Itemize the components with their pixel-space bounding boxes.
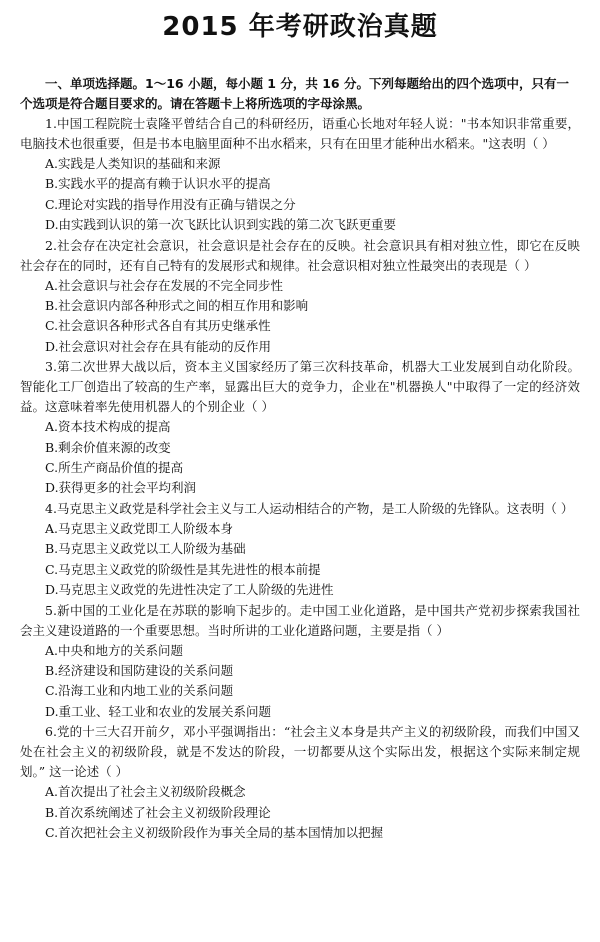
- option-a: A.马克思主义政党即工人阶级本身: [45, 520, 234, 536]
- question-stem: 1.中国工程院院士袁隆平曾结合自己的科研经历，语重心长地对年轻人说："书本知识非常重要，电脑技术也很重要，但是书本电脑里面种不出水稻来，只有在田里才能种出水稻来。"这表明（ ）: [20, 116, 580, 151]
- option-d: D.由实践到认识的第一次飞跃比认识到实践的第二次飞跃更重要: [45, 217, 397, 233]
- question-stem: 6.党的十三大召开前夕，邓小平强调指出：“社会主义本身是共产主义的初级阶段，而我们中国又处在社会主义的初级阶段，就是不发达的阶段，一切都要从这个实际出发，根据这个实际来制定规划。” 这一论述（ ）: [20, 724, 580, 780]
- page-title: 2015 年考研政治真题: [162, 12, 438, 42]
- option-a: A.中央和地方的关系问题: [45, 642, 184, 658]
- option-b: B.马克思主义政党以工人阶级为基础: [45, 541, 246, 557]
- question-6: [20, 722, 580, 843]
- option-a: A.首次提出了社会主义初级阶段概念: [45, 784, 246, 800]
- question-stem: 3.第二次世界大战以后，资本主义国家经历了第三次科技革命，机器大工业发展到自动化阶段。智能化工厂创造出了较高的生产率，显露出巨大的竞争力，企业在"机器换人"中取得了一定的经济效益。这意味着率先使用机器人的个别企业（ ）: [20, 359, 580, 415]
- option-c: C.所生产商品价值的提高: [45, 460, 184, 476]
- option-c: C.马克思主义政党的阶级性是其先进性的根本前提: [45, 561, 321, 577]
- question-5: [20, 601, 580, 723]
- question-4: [20, 499, 580, 601]
- option-c: C.沿海工业和内地工业的关系问题: [45, 683, 234, 699]
- option-d: D.社会意识对社会存在具有能动的反作用: [45, 338, 272, 354]
- section-header: 一、单项选择题。1～16 小题，每小题 1 分，共 16 分。下列每题给出的四个选项中，只有一个选项是符合题目要求的。请在答题卡上将所选项的字母涂黑。: [20, 76, 569, 111]
- option-b: B.剩余价值来源的改变: [45, 439, 171, 455]
- option-b: B.实践水平的提高有赖于认识水平的提高: [45, 176, 271, 192]
- option-c: C.理论对实践的指导作用没有正确与错误之分: [45, 196, 296, 212]
- exam-page: [0, 10, 600, 942]
- option-c: C.首次把社会主义初级阶段作为事关全局的基本国情加以把握: [45, 824, 384, 840]
- question-stem: 2.社会存在决定社会意识，社会意识是社会存在的反映。社会意识具有相对独立性，即它在反映社会存在的同时，还有自己特有的发展形式和规律。社会意识相对独立性最突出的表现是（ ）: [20, 237, 580, 273]
- option-b: B.社会意识内部各种形式之间的相互作用和影响: [45, 298, 309, 314]
- option-d: D.获得更多的社会平均利润: [45, 480, 197, 496]
- option-a: A.社会意识与社会存在发展的不完全同步性: [45, 277, 284, 293]
- question-stem: 4.马克思主义政党是科学社会主义与工人运动相结合的产物，是工人阶级的先锋队。这表明（ ）: [45, 500, 574, 516]
- question-1: [20, 114, 580, 236]
- option-a: A.实践是人类知识的基础和来源: [45, 156, 221, 171]
- question-3: [20, 357, 580, 499]
- question-2: [20, 236, 580, 358]
- option-b: B.经济建设和国防建设的关系问题: [45, 662, 234, 678]
- question-stem: 5.新中国的工业化是在苏联的影响下起步的。走中国工业化道路，是中国共产党初步探索我国社会主义建设道路的一个重要思想。当时所讲的工业化道路问题，主要是指（ ）: [20, 602, 580, 638]
- option-b: B.首次系统阐述了社会主义初级阶段理论: [45, 804, 271, 820]
- option-c: C.社会意识各种形式各自有其历史继承性: [45, 318, 271, 334]
- option-a: A.资本技术构成的提高: [45, 419, 171, 435]
- option-d: D.重工业、轻工业和农业的发展关系问题: [45, 703, 272, 719]
- option-d: D.马克思主义政党的先进性决定了工人阶级的先进性: [45, 582, 334, 598]
